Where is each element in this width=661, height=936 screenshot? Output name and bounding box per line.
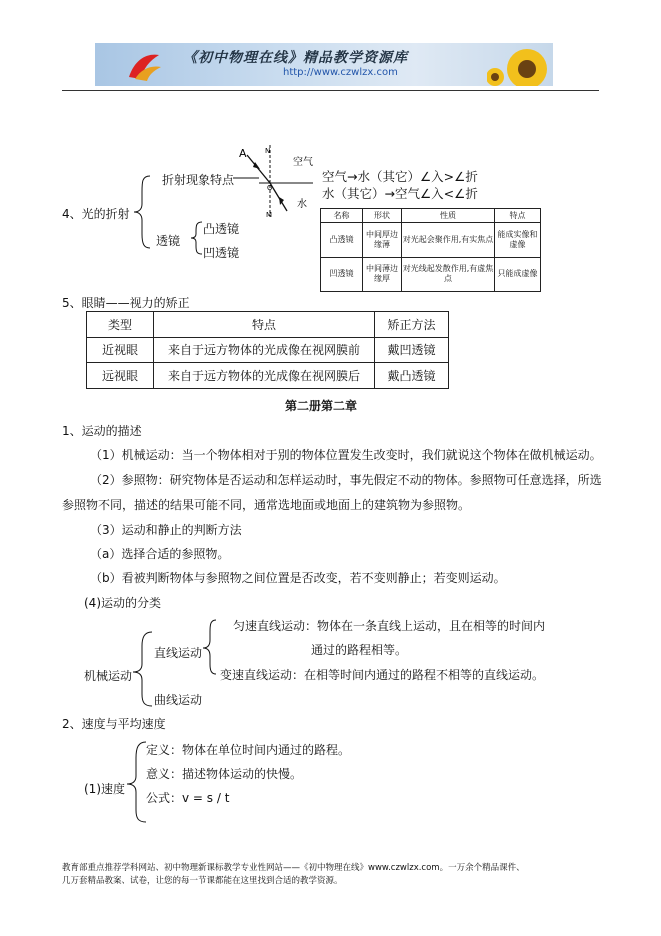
label-a: A [239,147,247,160]
footer [62,862,525,888]
linear-brace [198,616,220,678]
lens-table-cell: 只能成虚像 [495,257,541,292]
speed-heading: 2、速度与平均速度 [62,717,166,731]
concave-lens-label: 凹透镜 [203,246,240,260]
mechanical-motion-label: 机械运动 [84,669,133,683]
refraction-rule-1: 空气→水（其它）∠入>∠折 [322,169,478,184]
lens-table-cell: 对光线起发散作用,有虚焦点 [402,257,495,292]
speed-definition: 定义：物体在单位时间内通过的路程。 [146,743,351,757]
footer-line-2: 几万套精品教案、试卷，让您的每一节课都能在这里找到合适的教学资源。 [62,876,343,886]
eye-heading: 5、眼睛——视力的矫正 [62,296,190,310]
lens-table-header: 名称 [321,209,363,223]
sunflower-icon [487,43,553,86]
uniform-motion-line-2: 通过的路程相等。 [311,643,408,657]
speed-meaning: 意义：描述物体运动的快慢。 [146,767,303,781]
label-water: 水 [297,199,307,210]
lens-table-cell: 能成实像和虚像 [495,223,541,258]
refracted-ray [270,183,287,211]
footer-line-1: 教育部重点推荐学科网站、初中物理新课标教学专业性网站——《初中物理在线》www.czwlzx.com。一万余个精品课件、 [62,863,525,873]
motion-p4: (4)运动的分类 [84,596,161,610]
lens-table-cell: 中间薄边缘厚 [363,257,402,292]
header-banner [95,43,553,86]
phenomenon-label: 折射现象特点 [162,173,235,187]
eye-table-cell: 来自于远方物体的光成像在视网膜前 [154,337,375,363]
lens-table [320,208,541,292]
curve-motion-label: 曲线运动 [154,693,203,707]
label-o: O [267,184,273,192]
motion-p3a: （a）选择合适的参照物。 [90,547,230,561]
label-n: N [265,147,271,155]
incident-ray [247,155,270,183]
site-logo-icon [125,49,165,83]
lens-table-cell: 对光起会聚作用,有实焦点 [402,223,495,258]
motion-p3b: （b）看被判断物体与参照物之间位置是否改变，若不变则静止；若变则运动。 [90,571,506,585]
refraction-diagram [233,145,318,220]
eye-table-header: 类型 [87,312,154,338]
eye-table-cell: 远视眼 [87,363,154,389]
eye-table-header: 矫正方法 [375,312,449,338]
motion-p2a: （2）参照物：研究物体是否运动和怎样运动时，事先假定不动的物体。参照物可任意选择，所选 [90,473,602,487]
eye-table-cell: 戴凹透镜 [375,337,449,363]
variable-motion: 变速直线运动：在相等时间内通过的路程不相等的直线运动。 [220,668,545,682]
motion-heading: 1、运动的描述 [62,424,142,438]
header-url[interactable]: http://www.czwlzx.com [283,67,398,78]
speed-label: (1)速度 [84,782,125,796]
eye-table-cell: 近视眼 [87,337,154,363]
lens-label: 透镜 [156,234,181,248]
speed-formula: 公式：v = s / t [146,791,230,805]
eye-table [86,311,449,389]
motion-p1: （1）机械运动：当一个物体相对于别的物体位置发生改变时，我们就说这个物体在做机械运动。 [90,448,602,462]
uniform-motion-line-1: 匀速直线运动：物体在一条直线上运动，且在相等的时间内 [233,619,546,633]
label-m: M [266,211,273,219]
eye-table-header: 特点 [154,312,375,338]
refraction-rule-2: 水（其它）→空气∠入<∠折 [322,186,478,201]
convex-lens-label: 凸透镜 [203,222,240,236]
label-air: 空气 [293,157,313,168]
lens-table-header: 形状 [363,209,402,223]
chapter-title: 第二册第二章 [285,399,358,413]
lens-table-header: 特点 [495,209,541,223]
lens-table-cell: 中间厚边缘薄 [363,223,402,258]
header-rule [62,90,599,91]
lens-table-cell: 凹透镜 [321,257,363,292]
eye-table-cell: 戴凸透镜 [375,363,449,389]
motion-p2b: 参照物不同，描述的结果可能不同，通常选地面或地面上的建筑物为参照物。 [62,498,471,512]
eye-table-cell: 来自于远方物体的光成像在视网膜后 [154,363,375,389]
refraction-heading: 4、光的折射 [62,207,130,221]
lens-table-header: 性质 [402,209,495,223]
linear-motion-label: 直线运动 [154,646,203,660]
lens-table-cell: 凸透镜 [321,223,363,258]
header-title: 《初中物理在线》精品教学资源库 [183,50,408,66]
motion-p3: （3）运动和静止的判断方法 [90,523,242,537]
